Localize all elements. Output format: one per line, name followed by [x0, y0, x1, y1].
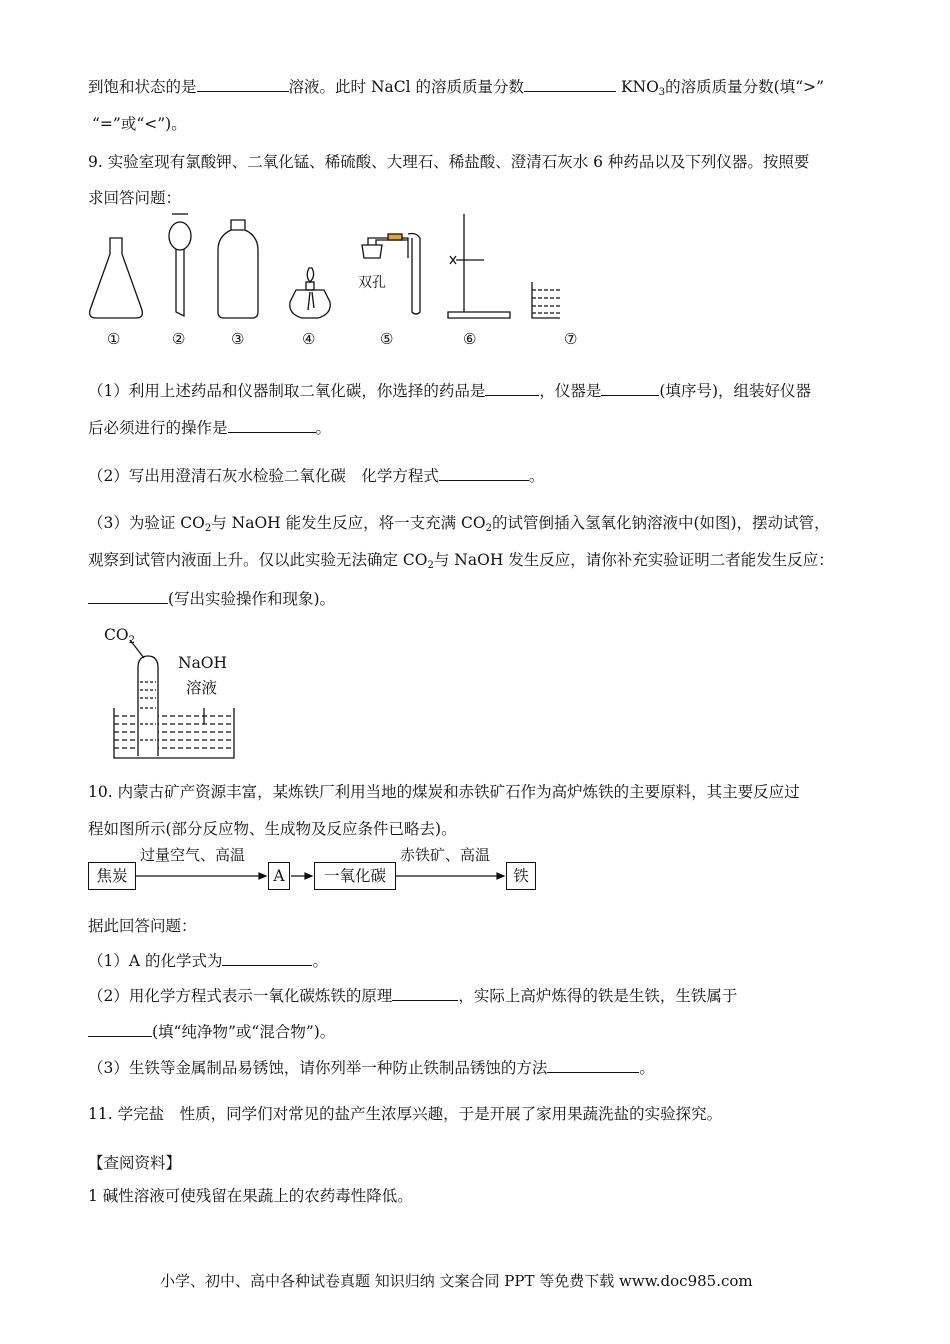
answer-blank[interactable] — [485, 380, 539, 396]
instruments-figure — [80, 210, 560, 345]
page-footer: 小学、初中、高中各种试卷真题 知识归纳 文案合同 PPT 等免费下载 www.doc985.com — [160, 1272, 753, 1290]
q10-part2-line1: （2）用化学方程式表示一氧化碳炼铁的原理 ，实际上高炉炼得的铁是生铁，生铁属于 — [88, 987, 738, 1005]
q9-stem-line1: 9. 实验室现有氯酸钾、二氧化锰、稀硫酸、大理石、稀盐酸、澄清石灰水 6 种药品以及下列仪器。按照要 — [88, 153, 810, 171]
gas-jar-icon — [218, 220, 258, 318]
instrument-number: ② — [172, 330, 186, 348]
instruments-drawing — [80, 210, 560, 345]
answer-blank[interactable] — [222, 950, 312, 966]
q9-part3-line2: 观察到试管内液面上升。仅以此实验无法确定 $CO_2$与 NaOH 发生反应，请你补充实验证明二者能发生反应： — [88, 551, 834, 571]
q9-part1-line1: （1）利用上述药品和仪器制取二氧化碳，你选择的药品是 ，仪器是 (填序号)，组装好仪器 — [88, 382, 811, 400]
flow-box-iron: 铁 — [506, 862, 536, 890]
flow-box-co: 一氧化碳 — [314, 862, 396, 890]
co2-naoh-drawing — [100, 624, 250, 764]
iron-smelting-flowchart — [88, 848, 548, 894]
flow-box-a: A — [268, 862, 290, 890]
q9-stem-line2: 求回答问题： — [88, 189, 182, 207]
answer-blank[interactable] — [197, 76, 289, 92]
q9-part1-line2: 后必须进行的操作是 。 — [88, 419, 332, 437]
water-trough-icon — [532, 282, 560, 318]
instrument-number: ⑦ — [564, 330, 578, 348]
answer-blank[interactable] — [392, 985, 458, 1001]
instrument-number: ④ — [302, 330, 316, 348]
double-hole-label: 双孔 — [358, 275, 386, 291]
iron-stand-icon — [448, 214, 510, 318]
answer-blank[interactable] — [88, 588, 168, 604]
alcohol-lamp-icon — [290, 268, 331, 318]
answer-blank[interactable] — [88, 1021, 152, 1037]
q9-part3-line1: （3）为验证 $CO_2$与 NaOH 能发生反应，将一支充满 $CO_2$的试管倒插入氢氧化钠溶液中(如图)，摆动试管， — [88, 514, 830, 534]
answer-blank[interactable] — [228, 417, 316, 433]
answer-blank[interactable] — [547, 1057, 639, 1073]
co2-label: $CO_2$ — [104, 626, 135, 646]
instrument-number: ① — [107, 330, 121, 348]
q11-heading: 【查阅资料】 — [88, 1154, 182, 1172]
solution-label: 溶液 — [186, 679, 218, 697]
q10-part1: （1）A 的化学式为 。 — [88, 952, 328, 970]
q9-part3-line3: (写出实验操作和现象)。 — [88, 588, 335, 609]
flow-arrow-label: 赤铁矿、高温 — [400, 846, 491, 864]
q10-answer-intro: 据此回答问题： — [88, 917, 197, 935]
answer-blank[interactable] — [601, 380, 659, 396]
naoh-label: NaOH — [178, 654, 228, 672]
q10-part2-line2: (填“纯净物”或“混合物”)。 — [88, 1021, 335, 1042]
q9-part2: （2）写出用澄清石灰水检验二氧化碳 化学方程式 。 — [88, 467, 545, 485]
q8-line2: “=”或“<”)。 — [92, 115, 187, 133]
conical-flask-icon — [90, 238, 143, 318]
q11-stem: 11. 学完盐 性质，同学们对常见的盐产生浓厚兴趣，于是开展了家用果蔬洗盐的实验探究。 — [88, 1105, 723, 1123]
instrument-number: ③ — [231, 330, 245, 348]
answer-blank[interactable] — [439, 465, 529, 481]
q10-part3: （3）生铁等金属制品易锈蚀，请你列举一种防止铁制品锈蚀的方法 。 — [88, 1059, 655, 1077]
instrument-number: ⑤ — [380, 330, 394, 348]
flow-box-coke: 焦炭 — [88, 862, 136, 890]
flow-arrow-label: 过量空气、高温 — [140, 846, 246, 864]
q10-stem-line2: 程如图所示(部分反应物、生成物及反应条件已略去)。 — [88, 820, 457, 838]
q11-item1: 1 碱性溶液可使残留在果蔬上的农药毒性降低。 — [88, 1187, 413, 1205]
long-neck-funnel-icon — [169, 214, 191, 316]
instrument-number: ⑥ — [463, 330, 477, 348]
q8-line1: 到饱和状态的是 溶液。此时 NaCl 的溶质质量分数 $KNO_3$的溶质质量分数(填“>” — [88, 78, 825, 98]
co2-naoh-figure — [100, 624, 250, 764]
answer-blank[interactable] — [524, 76, 616, 92]
q10-stem-line1: 10. 内蒙古矿产资源丰富，某炼铁厂利用当地的煤炭和赤铁矿石作为高炉炼铁的主要原料，其主要反应过 — [88, 783, 800, 801]
